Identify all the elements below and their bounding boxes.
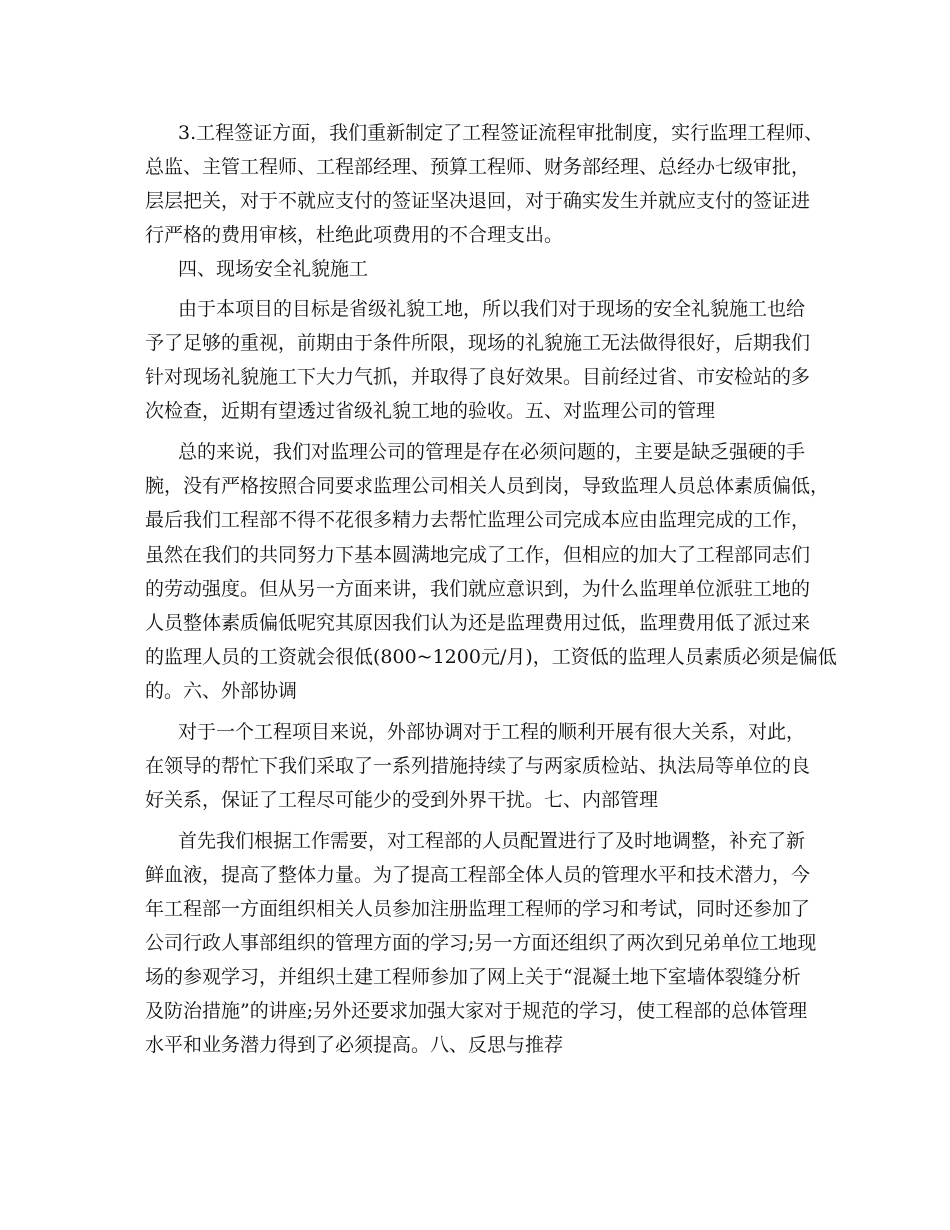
text-line: 的。六、外部协调 <box>145 680 298 702</box>
text-line: 的监理人员的工资就会很低(800~1200元/月)，工资低的监理人员素质必须是偏低 <box>145 646 837 668</box>
text-line: 年工程部一方面组织相关人员参加注册监理工程师的学习和考试，同时还参加了 <box>145 898 811 920</box>
text-line: 场的参观学习，并组织土建工程师参加了网上关于“混凝土地下室墙体裂缝分析 <box>145 966 801 988</box>
text-line: 次检查，近期有望透过省级礼貌工地的验收。五、对监理公司的管理 <box>145 400 716 422</box>
text-line: 由于本项目的目标是省级礼貌工地，所以我们对于现场的安全礼貌施工也给 <box>178 298 806 320</box>
text-line: 及防治措施”的讲座;另外还要求加强大家对于规范的学习，使工程部的总体管理 <box>145 1000 808 1022</box>
text-line: 首先我们根据工作需要，对工程部的人员配置进行了及时地调整，补充了新 <box>178 830 806 852</box>
text-line: 行严格的费用审核，杜绝此项费用的不合理支出。 <box>145 224 564 246</box>
text-line: 针对现场礼貌施工下大力气抓，并取得了良好效果。目前经过省、市安检站的多 <box>145 366 811 388</box>
section-heading: 四、现场安全礼貌施工 <box>178 258 369 280</box>
text-line: 予了足够的重视，前期由于条件所限，现场的礼貌施工无法做得很好，后期我们 <box>145 332 811 354</box>
text-line: 3.工程签证方面，我们重新制定了工程签证流程审批制度，实行监理工程师、 <box>178 122 824 144</box>
text-line: 虽然在我们的共同努力下基本圆满地完成了工作，但相应的加大了工程部同志们 <box>145 544 811 566</box>
text-line: 对于一个工程项目来说，外部协调对于工程的顺利开展有很大关系，对此， <box>178 721 806 743</box>
text-line: 水平和业务潜力得到了必须提高。八、反思与推荐 <box>145 1034 564 1056</box>
text-line: 腕，没有严格按照合同要求监理公司相关人员到岗，导致监理人员总体素质偏低， <box>145 475 830 497</box>
text-line: 总监、主管工程师、工程部经理、预算工程师、财务部经理、总经办七级审批， <box>145 156 811 178</box>
text-line: 总的来说，我们对监理公司的管理是存在必须问题的，主要是缺乏强硬的手 <box>178 441 806 463</box>
text-line: 鲜血液，提高了整体力量。为了提高工程部全体人员的管理水平和技术潜力，今 <box>145 864 811 886</box>
text-line: 最后我们工程部不得不花很多精力去帮忙监理公司完成本应由监理完成的工作， <box>145 509 811 531</box>
text-line: 在领导的帮忙下我们采取了一系列措施持续了与两家质检站、执法局等单位的良 <box>145 755 811 777</box>
text-line: 层层把关，对于不就应支付的签证坚决退回，对于确实发生并就应支付的签证进 <box>145 190 811 212</box>
text-line: 好关系，保证了工程尽可能少的受到外界干扰。七、内部管理 <box>145 789 659 811</box>
text-line: 的劳动强度。但从另一方面来讲，我们就应意识到，为什么监理单位派驻工地的 <box>145 578 811 600</box>
text-line: 公司行政人事部组织的管理方面的学习;另一方面还组织了两次到兄弟单位工地现 <box>145 932 817 954</box>
text-line: 人员整体素质偏低呢究其原因我们认为还是监理费用过低，监理费用低了派过来 <box>145 612 811 634</box>
